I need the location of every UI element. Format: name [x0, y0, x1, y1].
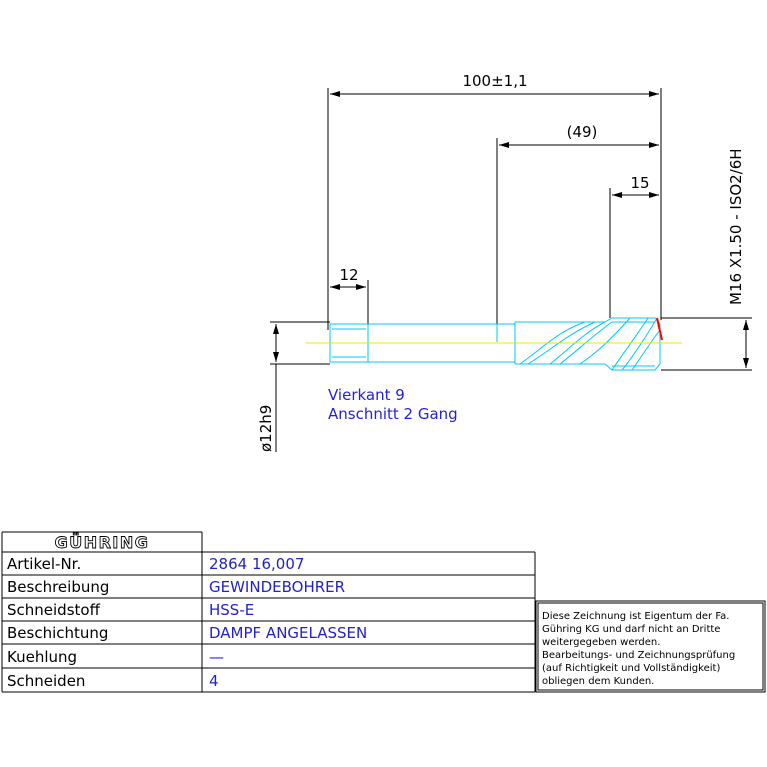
- row-label: Schneiden: [7, 672, 86, 690]
- shank-dia-label: ø12h9: [257, 404, 275, 452]
- legal-line: (auf Richtigkeit und Vollständigkeit): [542, 663, 721, 674]
- dim-chamfer-label: 15: [630, 174, 650, 192]
- legal-line: Bearbeitungs- und Zeichnungsprüfung: [542, 650, 736, 661]
- tap-outline: [330, 318, 660, 370]
- row-value: GEWINDEBOHRER: [209, 578, 346, 596]
- row-value: —: [209, 648, 224, 666]
- row-value: DAMPF ANGELASSEN: [209, 624, 368, 642]
- legal-line: obliegen dem Kunden.: [542, 676, 655, 687]
- note-square: Vierkant 9: [328, 386, 405, 404]
- dim-square-label: 12: [339, 266, 359, 284]
- row-label: Beschreibung: [7, 578, 110, 596]
- legal-line: Gühring KG und darf nicht an Dritte: [542, 624, 721, 635]
- row-value: 4: [209, 672, 219, 690]
- legal-line: Diese Zeichnung ist Eigentum der Fa.: [542, 611, 730, 622]
- dim-overall-label: 100±1,1: [462, 72, 528, 90]
- row-label: Kuehlung: [7, 648, 78, 666]
- dim-chamfer-length: [610, 174, 659, 318]
- dim-shank-diameter: [257, 322, 330, 452]
- note-chamfer: Anschnitt 2 Gang: [328, 405, 458, 423]
- brand-logo: GÜHRING: [54, 533, 150, 552]
- row-label: Artikel-Nr.: [7, 555, 82, 573]
- thread-spec-label: M16 X1.50 - ISO2/6H: [727, 148, 745, 305]
- dim-square-length: [330, 266, 368, 330]
- row-value: 2864 16,007: [209, 555, 305, 573]
- row-label: Schneidstoff: [7, 601, 100, 619]
- row-value: HSS-E: [209, 601, 255, 619]
- dim-thread: [661, 148, 752, 370]
- row-label: Beschichtung: [7, 624, 109, 642]
- legal-line: weitergegeben werden.: [542, 637, 661, 648]
- dim-overall-length: [328, 72, 661, 330]
- dim-flute-label: (49): [566, 123, 598, 141]
- dim-flute-length: [497, 123, 659, 342]
- title-block: [2, 532, 765, 692]
